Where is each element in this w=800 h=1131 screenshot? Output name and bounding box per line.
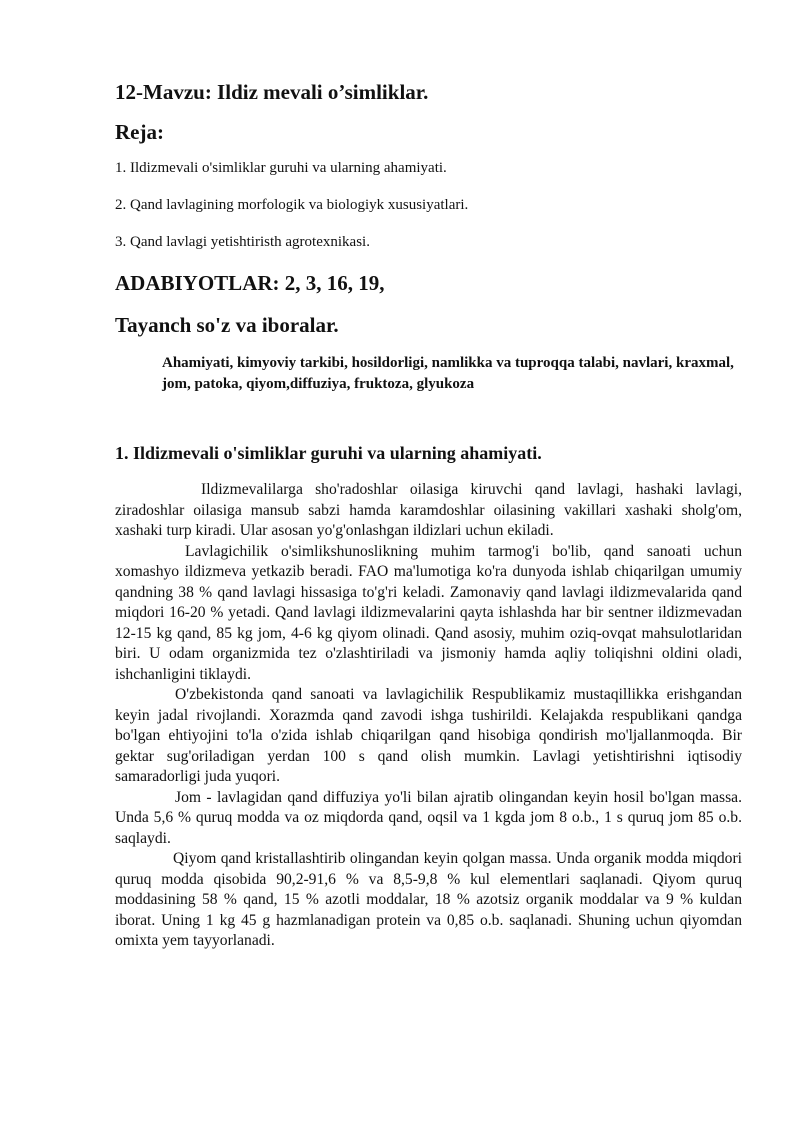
section-heading: 1. Ildizmevali o'simliklar guruhi va ularning ahamiyati. [115,443,542,463]
plan-item: 1. Ildizmevali o'simliklar guruhi va ularning ahamiyati. [115,160,447,176]
plan-list [115,158,742,252]
plan-heading: Reja: [115,120,164,144]
plan-item: 2. Qand lavlagining morfologik va biologiyk xususiyatlari. [115,197,469,213]
body-paragraph: Ildizmevalilarga sho'radoshlar oilasiga kiruvchi qand lavlagi, hashaki lavlagi, ziradoshlar oilasiga mansub sabzi hamda karamdoshlar oilasining vakillari xashaki sholg'om, xashaki turp kiradi. Ular asosan yo'g'onlashgan ildizlari uchun ekiladi. [115,481,742,539]
body-paragraph: Jom - lavlagidan qand diffuziya yo'li bilan ajratib olingandan keyin hosil bo'lgan massa. Unda 5,6 % quruq modda va oz miqdorda qand, oqsil va 1 kgda jom 8 o.b., 1 s quruq jom 85 o.b. saqlaydi. [115,788,742,847]
page-title: 12-Mavzu: Ildiz mevali o’simliklar. [115,80,429,104]
body-paragraph: Lavlagichilik o'simlikshunoslikning muhim tarmog'i bo'lib, qand sanoati uchun xomashyo ildizmeva yetkazib beradi. FAO ma'lumotiga ko'ra dunyoda ishlab chiqarilgan umumiy qandning 38 % qand lavlagi hissasiga to'g'ri keladi. Zamonaviy qand lavlagi ildizmevalarida qand miqdori 16-20 % yetadi. Qand lavlagi ildizmevalarini qayta ishlashda har bir sentner ildizmevadan 12-15 kg qand, 85 kg jom, 4-6 kg qiyom olinadi. Qand asosiy, muhim oziq-ovqat mahsulotlaridan biri. U odam organizmida tez o'zlashtiriladi va jismoniy hamda aqliy toliqishni oldini oladi, ishchanligini tiklaydi. [115,542,742,683]
keywords-list: Ahamiyati, kimyoviy tarkibi, hosildorligi, namlikka va tuproqqa talabi, navlari, kraxmal, jom, patoka, qiyom,diffuziya, fruktoza, glyukoza [162,355,734,392]
keywords-heading: Tayanch so'z va iboralar. [115,313,339,337]
body-paragraph: O'zbekistonda qand sanoati va lavlagichilik Respublikamiz mustaqillikka erishgandan keyin jadal rivojlandi. Xorazmda qand zavodi ishga tushirildi. Kelajakda respublikani qandga bo'lgan ehtiyojini to'la o'zida ishlab chiqarilgan qand hisobiga qondirish mo'ljallanmoqda. Bir gektar sug'oriladigan yerdan 100 s qand olish mumkin. Lavlagi yetishtirishni iqtisodiy samaradorligi juda yuqori. [115,686,742,785]
plan-item: 3. Qand lavlagi yetishtiristh agrotexnikasi. [115,234,370,250]
document-page [115,78,742,952]
literature-heading: ADABIYOTLAR: 2, 3, 16, 19, [115,271,385,295]
body-paragraph: Qiyom qand kristallashtirib olingandan keyin qolgan massa. Unda organik modda miqdori quruq modda qisobida 90,2-91,6 % va 8,5-9,8 % kul elementlari saqlanadi. Qiyom quruq moddasining 58 % qand, 15 % azotli moddalar, 18 % azotsiz organik moddalar va 9 % kuldan iborat. Uning 1 kg 45 g hazmlanadigan protein va 0,85 o.b. saqlanadi. Shuning uchun qiyomdan omixta yem tayyorlanadi. [115,850,742,949]
